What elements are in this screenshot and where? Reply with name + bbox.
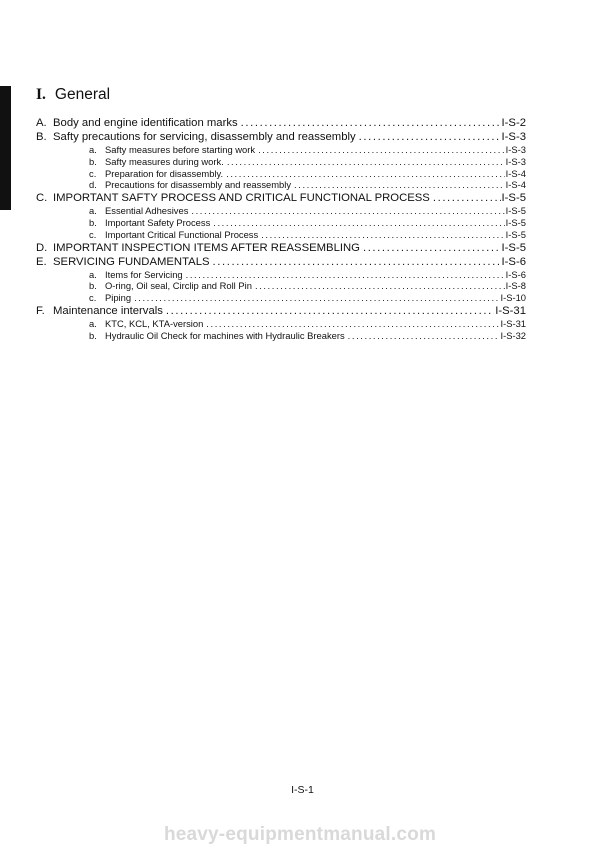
toc-subentry[interactable] [36, 168, 526, 180]
toc-entry-page: I-S-5 [505, 205, 526, 217]
toc-dot-leader [206, 318, 499, 330]
toc-dot-leader [166, 304, 494, 318]
toc-entry-letter: c. [89, 167, 97, 179]
section-side-tab [0, 86, 11, 210]
toc-dot-leader [433, 191, 501, 205]
toc-entry-title: Essential Adhesives [105, 205, 189, 217]
toc-dot-leader [255, 280, 505, 292]
toc-entry-letter: F. [36, 304, 45, 317]
toc-entry-letter: b. [89, 155, 97, 167]
toc-entry-page: I-S-5 [505, 228, 526, 240]
toc-dot-leader [186, 269, 505, 281]
toc-dot-leader [258, 144, 505, 156]
toc-entry-page: I-S-32 [500, 329, 526, 341]
toc-entry-letter: A. [36, 117, 47, 129]
section-roman-numeral: I. [36, 86, 46, 103]
toc-subentry[interactable] [36, 292, 526, 304]
toc-subentry[interactable] [36, 280, 526, 292]
toc-entry-title: Piping [105, 292, 132, 304]
toc-subentry[interactable] [36, 217, 526, 229]
toc-entry-page: I-S-2 [501, 117, 526, 129]
toc-entry-letter: a. [89, 317, 97, 329]
page-number: I-S-1 [291, 784, 314, 796]
toc-subentry[interactable] [36, 205, 526, 217]
toc-entry-title: O-ring, Oil seal, Circlip and Roll Pin [105, 280, 252, 292]
toc-entry-title: Safty measures during work. [105, 155, 224, 167]
toc-entry-letter: b. [89, 280, 97, 292]
toc-entry-page: I-S-5 [505, 216, 526, 228]
toc-entry-title: Important Safety Process [105, 216, 211, 228]
toc-dot-leader [241, 116, 501, 130]
toc-entry-title: Safty measures before starting work [105, 144, 256, 155]
toc-entry[interactable] [36, 255, 526, 269]
toc-entry-title: IMPORTANT SAFTY PROCESS AND CRITICAL FUNCTIONAL PROCESS [53, 192, 430, 205]
toc-subentry[interactable] [36, 229, 526, 241]
toc-entry-page: I-S-31 [495, 304, 526, 317]
toc-dot-leader [134, 292, 499, 304]
toc-entry-title: Important Critical Functional Process [105, 228, 259, 240]
toc-subentry[interactable] [36, 144, 526, 156]
page-number-footer [0, 784, 600, 796]
toc-entry-page: I-S-5 [501, 241, 526, 254]
toc-dot-leader [227, 156, 505, 168]
watermark-text: heavy-equipmentmanual.com [163, 824, 437, 845]
toc-entry-title: Preparation for disassembly. [105, 167, 224, 179]
toc-entry-page: I-S-31 [500, 317, 526, 329]
toc-entry-letter: C. [36, 192, 48, 205]
toc-entry-letter: D. [36, 241, 48, 254]
toc-entry-page: I-S-4 [505, 179, 526, 191]
toc-entry-letter: b. [89, 329, 97, 341]
toc-entry-title: SERVICING FUNDAMENTALS [53, 255, 210, 268]
toc-entry-page: I-S-10 [500, 292, 526, 304]
toc-entry-title: Maintenance intervals [53, 304, 163, 317]
toc-entry[interactable] [36, 130, 526, 144]
section-heading [36, 86, 110, 104]
toc-entry-page: I-S-3 [505, 155, 526, 167]
toc-entry-letter: c. [89, 292, 97, 304]
toc-entry-letter: E. [36, 255, 47, 268]
toc-entry-letter: c. [89, 228, 97, 240]
toc-entry-title: Body and engine identification marks [53, 117, 238, 129]
toc-entry-letter: B. [36, 131, 47, 143]
toc-entry-title: Items for Servicing [105, 268, 183, 280]
toc-entry[interactable] [36, 116, 526, 130]
toc-dot-leader [261, 229, 504, 241]
toc-entry-letter: a. [89, 205, 97, 217]
toc-entry-title: Precautions for disassembly and reassembly [105, 179, 292, 191]
toc-subentry[interactable] [36, 156, 526, 168]
toc-subentry[interactable] [36, 330, 526, 342]
toc-entry-page: I-S-8 [505, 280, 526, 292]
toc-subentry[interactable] [36, 179, 526, 191]
toc-entry-page: I-S-6 [505, 268, 526, 280]
toc-dot-leader [294, 179, 505, 191]
toc-entry-page: I-S-4 [505, 167, 526, 179]
toc-dot-leader [363, 241, 501, 255]
toc-entry-title: Safty precautions for servicing, disassembly and reassembly [53, 131, 356, 143]
toc-entry-page: I-S-5 [501, 192, 526, 205]
toc-entry[interactable] [36, 191, 526, 205]
toc-entry-title: IMPORTANT INSPECTION ITEMS AFTER REASSEMBLING [53, 241, 360, 254]
toc-subentry[interactable] [36, 269, 526, 281]
toc-entry-page: I-S-3 [501, 131, 526, 143]
toc-dot-leader [226, 168, 505, 180]
toc-entry-letter: a. [89, 144, 97, 155]
toc-entry-title: KTC, KCL, KTA-version [105, 317, 204, 329]
toc-dot-leader [213, 255, 501, 269]
toc-entry[interactable] [36, 304, 526, 318]
toc-entry[interactable] [36, 241, 526, 255]
toc-entry-page: I-S-6 [501, 255, 526, 268]
table-of-contents [36, 116, 526, 342]
toc-dot-leader [191, 205, 504, 217]
toc-entry-letter: b. [89, 216, 97, 228]
section-title: General [54, 86, 111, 103]
toc-dot-leader [359, 130, 501, 144]
toc-entry-title: Hydraulic Oil Check for machines with Hydraulic Breakers [105, 329, 345, 341]
toc-dot-leader [348, 330, 500, 342]
toc-subentry[interactable] [36, 318, 526, 330]
toc-entry-page: I-S-3 [505, 144, 526, 155]
toc-entry-letter: a. [89, 268, 97, 280]
toc-entry-letter: d. [89, 179, 97, 191]
toc-dot-leader [213, 217, 504, 229]
